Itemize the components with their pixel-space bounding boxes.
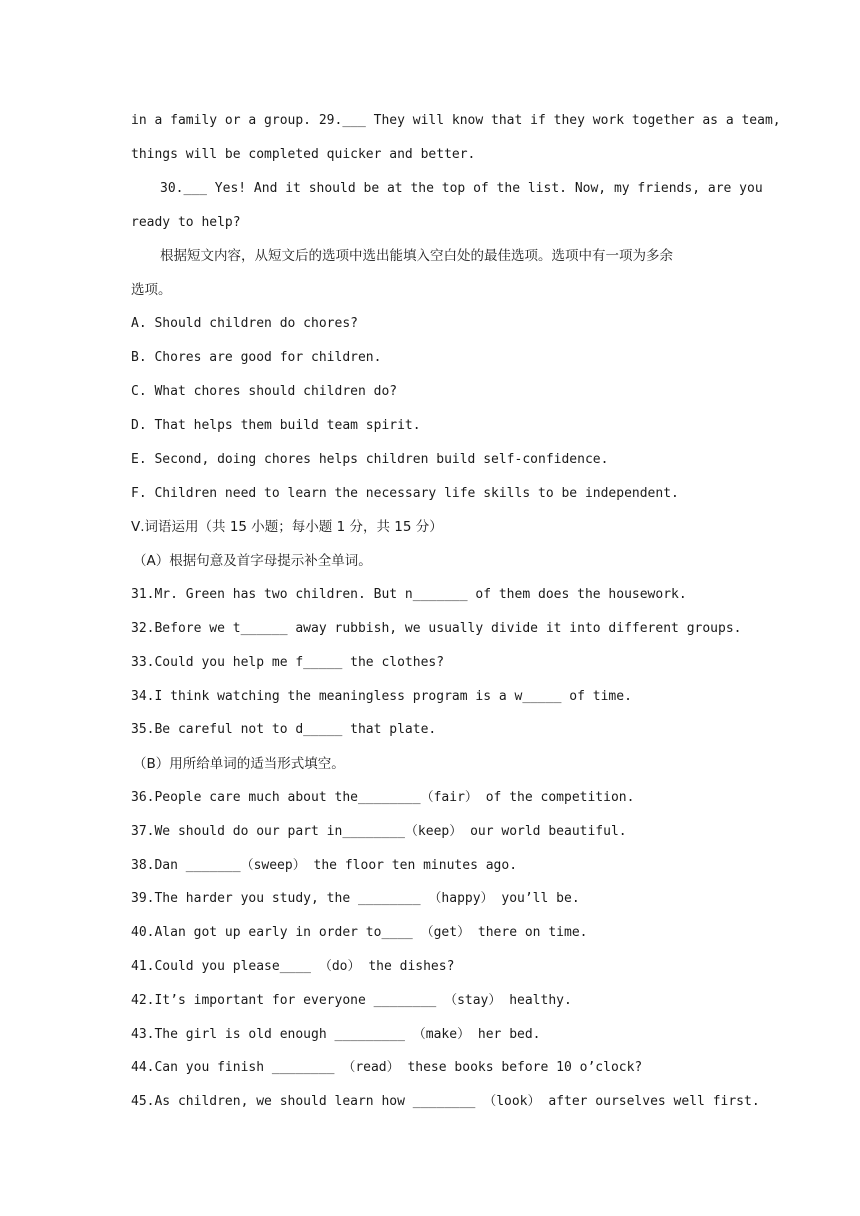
task-instruction-line-2: 选项。 [131, 282, 172, 298]
option-a: A. Should children do chores? [131, 316, 358, 331]
question-43: 43.The girl is old enough _________ （make） her bed. [131, 1027, 541, 1042]
task-instruction-line-1: 根据短文内容，从短文后的选项中选出能填入空白处的最佳选项。选项中有一项为多余 [160, 248, 673, 264]
question-31: 31.Mr. Green has two children. But n_______ of them does the housework. [131, 587, 687, 602]
question-38: 38.Dan _______（sweep） the floor ten minutes ago. [131, 858, 518, 873]
question-32: 32.Before we t______ away rubbish, we usually divide it into different groups. [131, 621, 742, 636]
option-c: C. What chores should children do? [131, 384, 398, 399]
section-heading: Ⅴ.词语运用（共 15 小题；每小题 1 分，共 15 分） [131, 519, 443, 535]
question-35: 35.Be careful not to d_____ that plate. [131, 722, 437, 737]
option-b: B. Chores are good for children. [131, 350, 382, 365]
passage-line-4: ready to help? [131, 215, 241, 230]
passage-line-1: in a family or a group. 29.___ They will know that if they work together as a team, [131, 113, 781, 128]
question-44: 44.Can you finish ________ （read） these books before 10 o’clock? [131, 1060, 643, 1075]
passage-line-2: things will be completed quicker and better. [131, 147, 476, 162]
question-41: 41.Could you please____ （do） the dishes? [131, 959, 455, 974]
option-e: E. Second, doing chores helps children build self-confidence. [131, 452, 609, 467]
passage-line-3: 30.___ Yes! And it should be at the top of the list. Now, my friends, are you [160, 181, 763, 196]
question-33: 33.Could you help me f_____ the clothes? [131, 655, 445, 670]
question-39: 39.The harder you study, the ________ （happy） you’ll be. [131, 891, 580, 906]
question-36: 36.People care much about the________（fair） of the competition. [131, 790, 635, 805]
question-40: 40.Alan got up early in order to____ （get） there on time. [131, 925, 588, 940]
part-b-heading: （B）用所给单词的适当形式填空。 [133, 756, 345, 772]
question-42: 42.It’s important for everyone ________ （stay） healthy. [131, 993, 572, 1008]
part-a-heading: （A）根据句意及首字母提示补全单词。 [133, 553, 372, 569]
question-37: 37.We should do our part in________（keep） our world beautiful. [131, 824, 627, 839]
option-f: F. Children need to learn the necessary life skills to be independent. [131, 486, 679, 501]
option-d: D. That helps them build team spirit. [131, 418, 421, 433]
question-34: 34.I think watching the meaningless program is a w_____ of time. [131, 689, 632, 704]
question-45: 45.As children, we should learn how ________ （look） after ourselves well first. [131, 1094, 760, 1109]
